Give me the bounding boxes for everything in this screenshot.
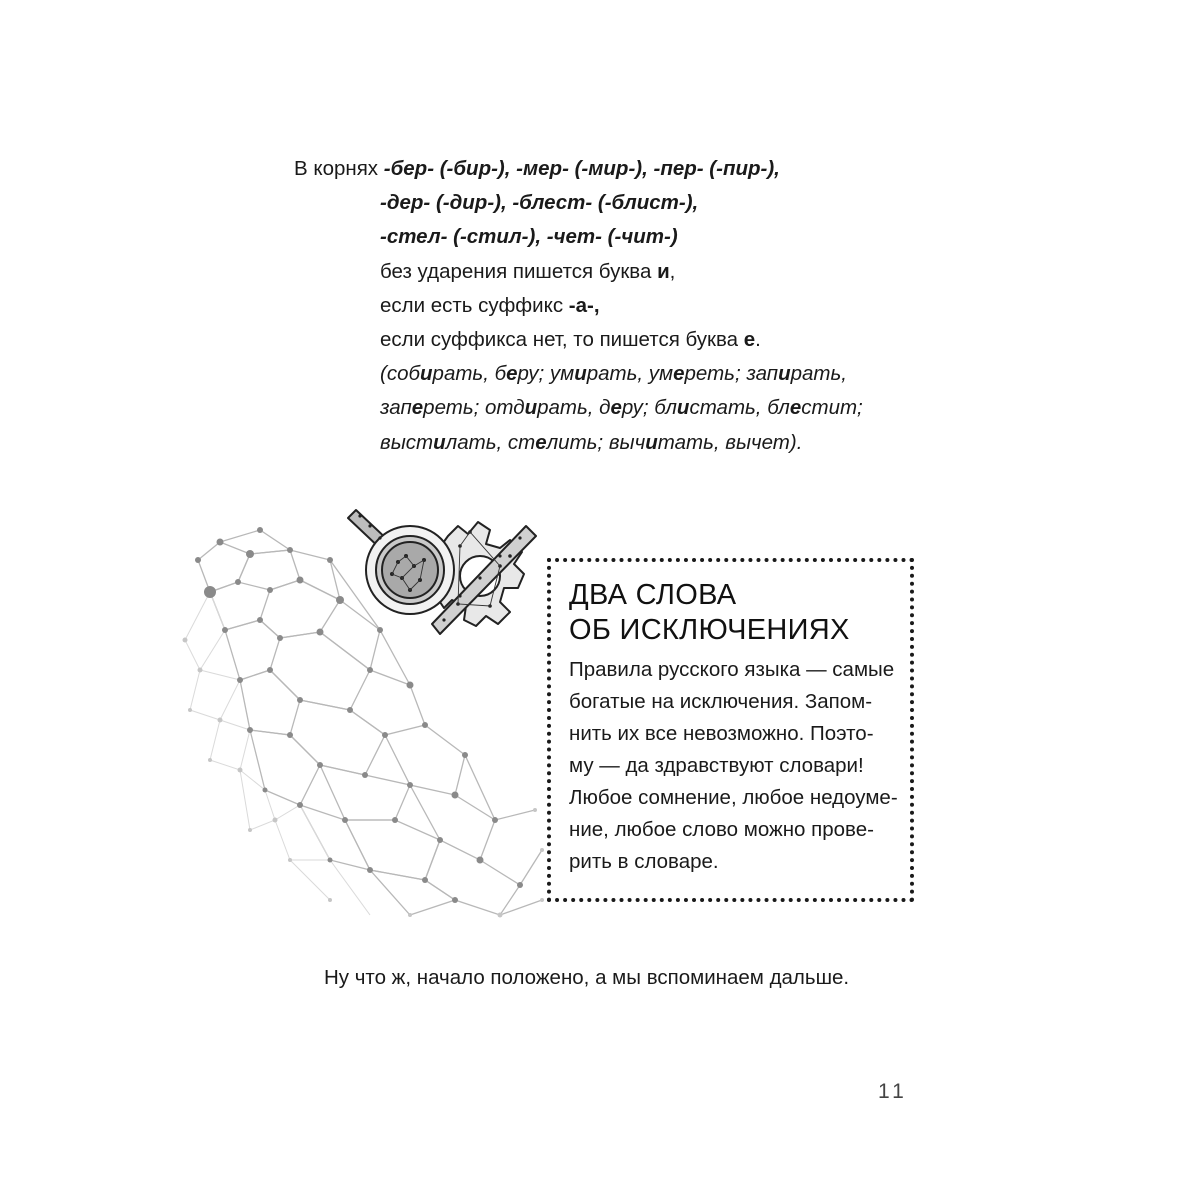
- highlighted-vowel: е: [610, 396, 622, 420]
- note-body: [569, 654, 909, 878]
- highlighted-vowel: е: [789, 396, 802, 420]
- exceptions-note-box: [547, 558, 914, 902]
- highlighted-vowel: и: [778, 362, 791, 386]
- highlighted-vowel: и: [645, 430, 658, 454]
- rule-letter-i: и: [657, 259, 670, 283]
- rule-line-6-end: .: [755, 328, 761, 352]
- note-line: му — да здравствуют словари!: [569, 754, 864, 777]
- note-line: Правила русского языка — самые: [569, 658, 895, 681]
- rule-line-4-text: без ударения пишется буква: [380, 259, 658, 283]
- rule-block: [294, 152, 934, 460]
- page-number: 11: [878, 1080, 908, 1103]
- roots-line-1: -бер- (-бир-), -мер- (-мир-), -пер- (-пир-),: [383, 157, 780, 180]
- roots-line-2: -дер- (-дир-), -блест- (-блист-),: [380, 191, 699, 215]
- rule-line-5-text: если есть суффикс: [380, 293, 569, 317]
- note-title-line-1: ДВА СЛОВА: [569, 579, 737, 611]
- highlighted-vowel: и: [524, 396, 538, 420]
- note-line: ние, любое слово можно прове-: [569, 818, 874, 841]
- rule-suffix-a: -а-,: [568, 293, 600, 317]
- highlighted-vowel: е: [411, 396, 424, 420]
- examples-line-3: выстилать, стелить; вычитать, вычет).: [380, 430, 803, 454]
- highlighted-vowel: е: [506, 362, 518, 386]
- note-title-line-2: ОБ ИСКЛЮЧЕНИЯХ: [569, 614, 850, 646]
- highlighted-vowel: и: [574, 362, 587, 386]
- rule-line-1: [294, 152, 934, 186]
- note-title: [569, 578, 850, 648]
- note-line: нить их все невозможно. Поэто-: [569, 722, 874, 745]
- rule-line-4-end: ,: [669, 259, 676, 283]
- highlighted-vowel: и: [676, 396, 690, 420]
- highlighted-vowel: и: [420, 362, 433, 386]
- rule-intro: В корнях: [294, 157, 384, 180]
- note-line: богатые на исключения. Запом-: [569, 690, 873, 713]
- closing-sentence: Ну что ж, начало положено, а мы вспоминаем дальше.: [324, 966, 850, 989]
- note-line: Любое сомнение, любое недоуме-: [569, 786, 898, 809]
- rule-line-6-text: если суффикса нет, то пишется буква: [380, 328, 744, 352]
- note-line: рить в словаре.: [569, 850, 719, 873]
- highlighted-vowel: и: [433, 430, 446, 454]
- examples-line-2: запереть; отдирать, деру; блистать, блестит;: [380, 396, 863, 420]
- examples-line-1: (собирать, беру; умирать, умереть; запирать,: [380, 362, 847, 386]
- magnifier-gear-icon: [340, 496, 540, 646]
- rule-line-6: [294, 323, 934, 357]
- rule-line-5: [294, 289, 934, 323]
- highlighted-vowel: е: [673, 362, 685, 386]
- rule-letter-e: е: [743, 328, 756, 352]
- rule-line-4: [294, 255, 934, 289]
- highlighted-vowel: е: [535, 430, 547, 454]
- roots-line-3: -стел- (-стил-), -чет- (-чит-): [380, 225, 678, 249]
